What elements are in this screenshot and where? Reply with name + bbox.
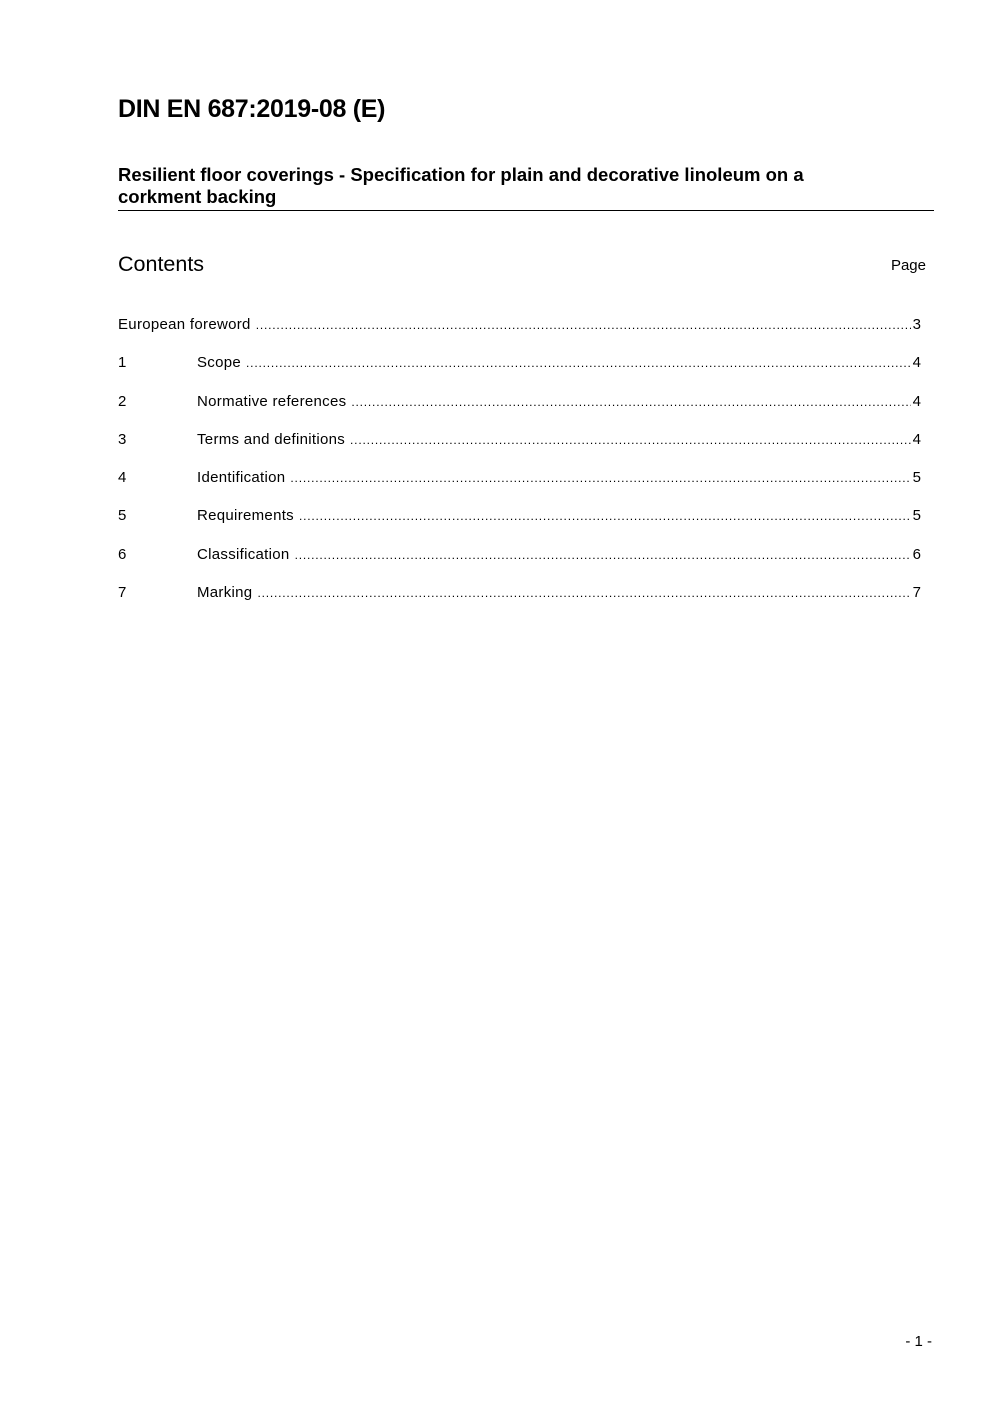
toc-entry-requirements[interactable] [118,506,921,544]
toc-entry-label: Scope [197,354,242,372]
page-column-heading: Page [890,257,926,274]
toc-entry-label: Normative references [197,392,347,410]
toc-entry-classification[interactable] [118,545,921,583]
toc-entry-european-foreword[interactable] [118,315,921,353]
toc-entry-leader [257,583,910,603]
toc-entry-leader [246,353,911,373]
toc-entry-label: Marking [197,584,253,602]
toc-entry-leader [350,430,911,450]
page-number: - 1 - [905,1333,932,1350]
toc-entry-leader [256,315,911,335]
toc-entry-page: 5 [912,469,921,487]
toc-entry-scope[interactable] [118,353,921,391]
toc-entry-marking[interactable] [118,583,921,621]
toc-entry-number: 5 [118,507,127,525]
toc-entry-number: 3 [118,430,127,448]
contents-heading: Contents [118,252,205,276]
toc-entry-number: 7 [118,584,127,602]
table-of-contents [118,315,921,621]
title-rule [118,210,934,211]
toc-entry-page: 3 [912,316,921,333]
toc-entry-page: 5 [912,507,921,525]
toc-entry-number: 1 [118,354,127,372]
toc-entry-label: Requirements [197,507,294,525]
toc-entry-leader [290,468,910,488]
toc-entry-label: European foreword [118,316,251,333]
toc-entry-terms-and-definitions[interactable] [118,430,921,468]
toc-entry-number: 4 [118,469,127,487]
toc-entry-number: 2 [118,392,127,410]
toc-entry-page: 6 [912,545,921,563]
toc-entry-page: 7 [912,584,921,602]
toc-entry-leader [299,506,911,526]
toc-entry-label: Classification [197,545,290,563]
document-subtitle: Resilient floor coverings - Specification for plain and decorative linoleum on a corkment backing [118,164,804,207]
toc-entry-page: 4 [912,392,921,410]
toc-entry-label: Terms and definitions [197,430,346,448]
toc-entry-page: 4 [912,430,921,448]
toc-entry-page: 4 [912,354,921,372]
toc-entry-leader [295,545,911,565]
toc-entry-leader [351,392,910,412]
toc-entry-identification[interactable] [118,468,921,506]
toc-entry-number: 6 [118,545,127,563]
document-title: DIN EN 687:2019-08 (E) [118,95,386,123]
toc-entry-normative-references[interactable] [118,392,921,430]
toc-entry-label: Identification [197,469,286,487]
